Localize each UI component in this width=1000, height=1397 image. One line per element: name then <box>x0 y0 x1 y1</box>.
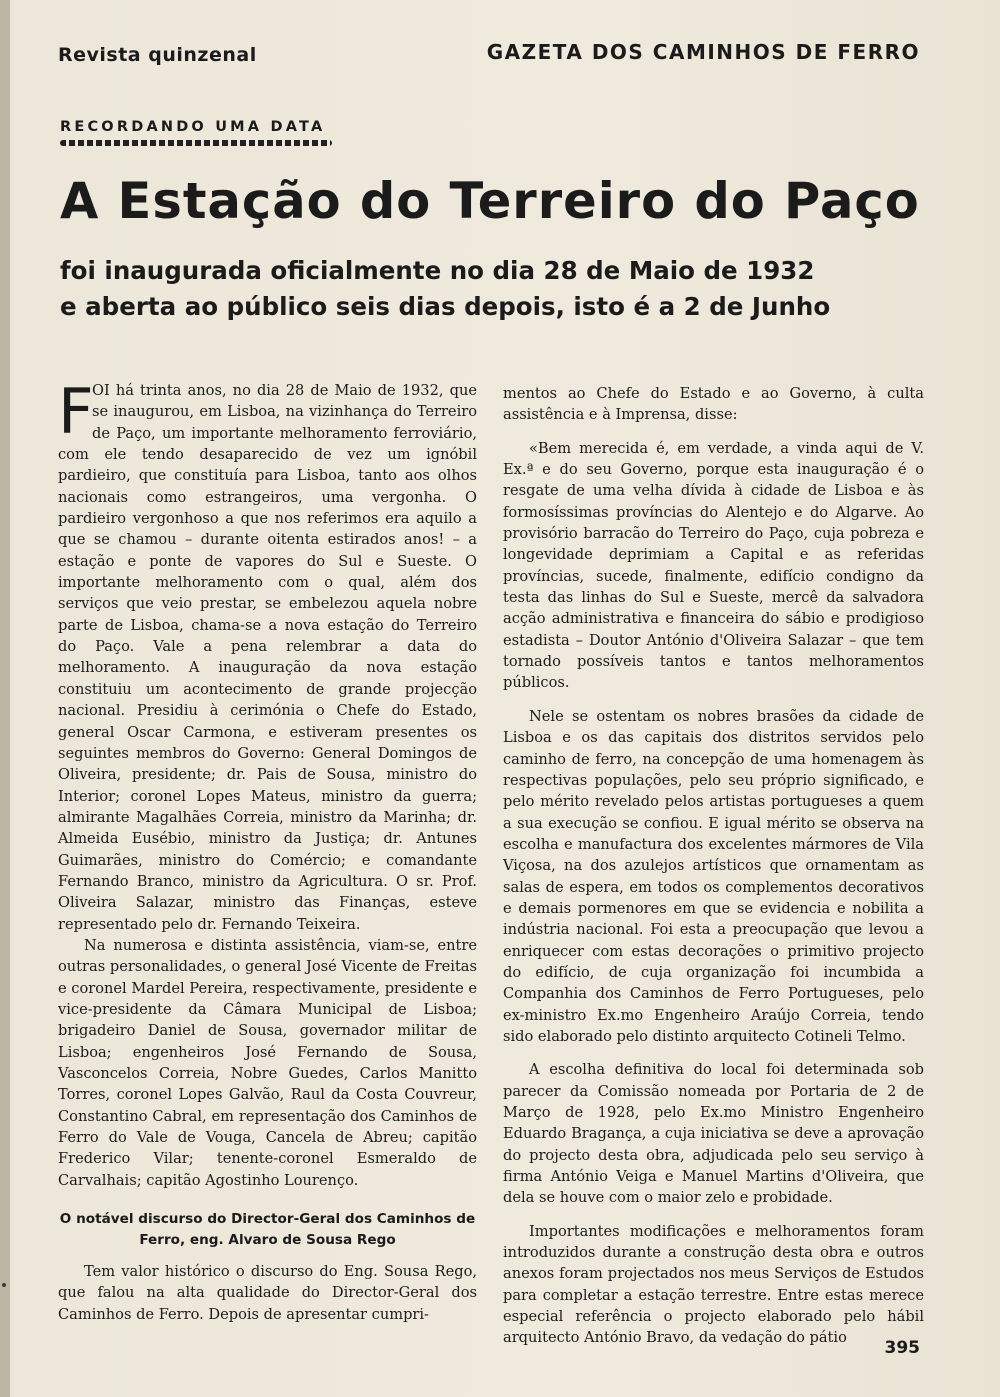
paragraph-opening <box>58 375 477 935</box>
paragraph-continuation: mentos ao Chefe do Estado e ao Governo, à culta assistência e à Imprensa, disse: <box>503 385 924 424</box>
section-kicker: RECORDANDO UMA DATA <box>60 119 326 135</box>
paragraph-speech-4: Importantes modificações e melhoramentos foram introduzidos durante a construção desta obra e outros anexos foram projectados nos meus Serviços de Estudos para completar a estação terrestre. Entre estas merece especial referência o projecto elaborado pelo hábil arquitecto António Bravo, da vedação do pátio <box>503 1222 924 1347</box>
article-column-right <box>503 383 924 1349</box>
paragraph-speech-3: A escolha definitiva do local foi determinada sob parecer da Comissão nomeada por Portaria de 2 de Março de 1928, pelo Ex.mo Ministro Engenheiro Eduardo Bragança, a cuja iniciativa se deve a aprovação do projecto desta obra, adjudicada pelo seu serviço à firma António Veiga e Manuel Martins d'Oliveira, que dela se houve com o maior zelo e probidade. <box>503 1061 924 1207</box>
article-subtitle-line-1: foi inaugurada oficialmente no dia 28 de Maio de 1932 <box>60 256 815 285</box>
article-title: A Estação do Terreiro do Paço <box>60 172 920 230</box>
section-heading: O notável discurso do Director-Geral dos Caminhos de Ferro, eng. Alvaro de Sousa Rego <box>59 1211 476 1249</box>
periodicity-label: Revista quinzenal <box>58 44 257 66</box>
paragraph-attendees: Na numerosa e distinta assistência, viam-se, entre outras personalidades, o general José Vicente de Freitas e coronel Mardel Pereira, respectivamente, presidente e vice-presidente da Câmara Municipal de Lisboa; brigadeiro Daniel de Sousa, governador militar de Lisboa; engenheiros José Fernando de Sousa, Vasconcelos Correia, Nobre Guedes, Carlos Manitto Torres, coronel Lopes Galvão, Raul da Costa Couvreur, Constantino Cabral, em representação dos Caminhos de Ferro do Vale de Vouga, Cancela de Abreu; capitão Frederico Vilar; tenente-coronel Esmeraldo de Carvalhais; capitão Agostinho Lourenço. <box>58 936 477 1189</box>
page-number: 395 <box>884 1338 920 1358</box>
kicker-underline <box>60 140 332 146</box>
magazine-title: GAZETA DOS CAMINHOS DE FERRO <box>486 40 920 64</box>
paragraph-speech-2: Nele se ostentam os nobres brasões da cidade de Lisboa e os das capitais dos distritos servidos pelo caminho de ferro, na concepção de uma homenagem às respectivas populações, pelo seu próprio significado, e pelo mérito revelado pelos artistas portugueses a quem a sua execução se confiou. E igual mérito se observa na escolha e manufactura dos excelentes mármores de Vila Viçosa, na dos azulejos artísticos que ornamentam as salas de espera, em todos os complementos decorativos e demais pormenores em que se evidencia e nobilita a indústria nacional. Foi esta a preocupação que levou a enriquecer com estas decorações o primitivo projecto do edifício, de cuja organização foi incumbida a Companhia dos Caminhos de Ferro Portugueses, pelo ex-ministro Ex.mo Engenheiro Araújo Correia, tendo sido elaborado pelo distinto arquitecto Cotineli Telmo. <box>503 707 924 1045</box>
edge-mark <box>2 1283 6 1287</box>
paragraph-speech-1: «Bem merecida é, em verdade, a vinda aqui de V. Ex.ª e do seu Governo, porque esta inauguração é o resgate de uma velha dívida à cidade de Lisboa e às formosíssimas províncias do Alentejo e do Algarve. Ao provisório barracão do Terreiro do Paço, cuja pobreza e longevidade deprimiam a Capital e as referidas províncias, sucede, finalmente, edifício condigno da testa das linhas do Sul e Sueste, mercê da salvadora acção administrativa e financeira do sábio e prodigioso estadista – Doutor António d'Oliveira Salazar – que tem tornado possíveis tantos e tantos melhoramentos públicos. <box>503 439 924 692</box>
page-spine-shadow <box>0 0 10 1397</box>
paragraph-opening-text: OI há trinta anos, no dia 28 de Maio de 1932, que se inaugurou, em Lisboa, na vizinhança do Terreiro de Paço, um importante melhoramento ferroviário, com ele tendo desaparecido de vez um ignóbil pardieiro, que constituía para Lisboa, tanto aos olhos nacionais como estrangeiros, uma vergonha. O pardieiro vergonhoso a que nos referimos era aquilo a que se chamou – durante oitenta estirados anos! – a estação e ponte de vapores do Sul e Sueste. O importante melhoramento com o qual, além dos serviços que veio prestar, se embelezou aquela nobre parte de Lisboa, chama-se a nova estação do Terreiro do Paço. Vale a pena relembrar a data do melhoramento. A inauguração da nova estação constituiu um acontecimento de grande projecção nacional. Presidiu à cerimónia o Chefe do Estado, general Oscar Carmona, e estiveram presentes os seguintes membros do Governo: General Domingos de Oliveira, presidente; dr. Pais de Sousa, ministro do Interior; coronel Lopes Mateus, ministro da guerra; almirante Magalhães Correia, ministro da Marinha; dr. Almeida Eusébio, ministro da Justiça; dr. Antunes Guimarães, ministro do Comércio; e comandante Fernando Branco, ministro da Agricultura. O sr. Prof. Oliveira Salazar, ministro das Finanças, esteve representado pelo dr. Fernando Teixeira. <box>58 382 477 933</box>
article-subtitle-line-2: e aberta ao público seis dias depois, isto é a 2 de Junho <box>60 292 831 321</box>
article-column-left <box>58 375 477 1325</box>
paragraph-speech-intro: Tem valor histórico o discurso do Eng. Sousa Rego, que falou na alta qualidade do Director-Geral dos Caminhos de Ferro. Depois de apresentar cumpri- <box>58 1263 477 1323</box>
drop-cap: F <box>58 375 94 448</box>
